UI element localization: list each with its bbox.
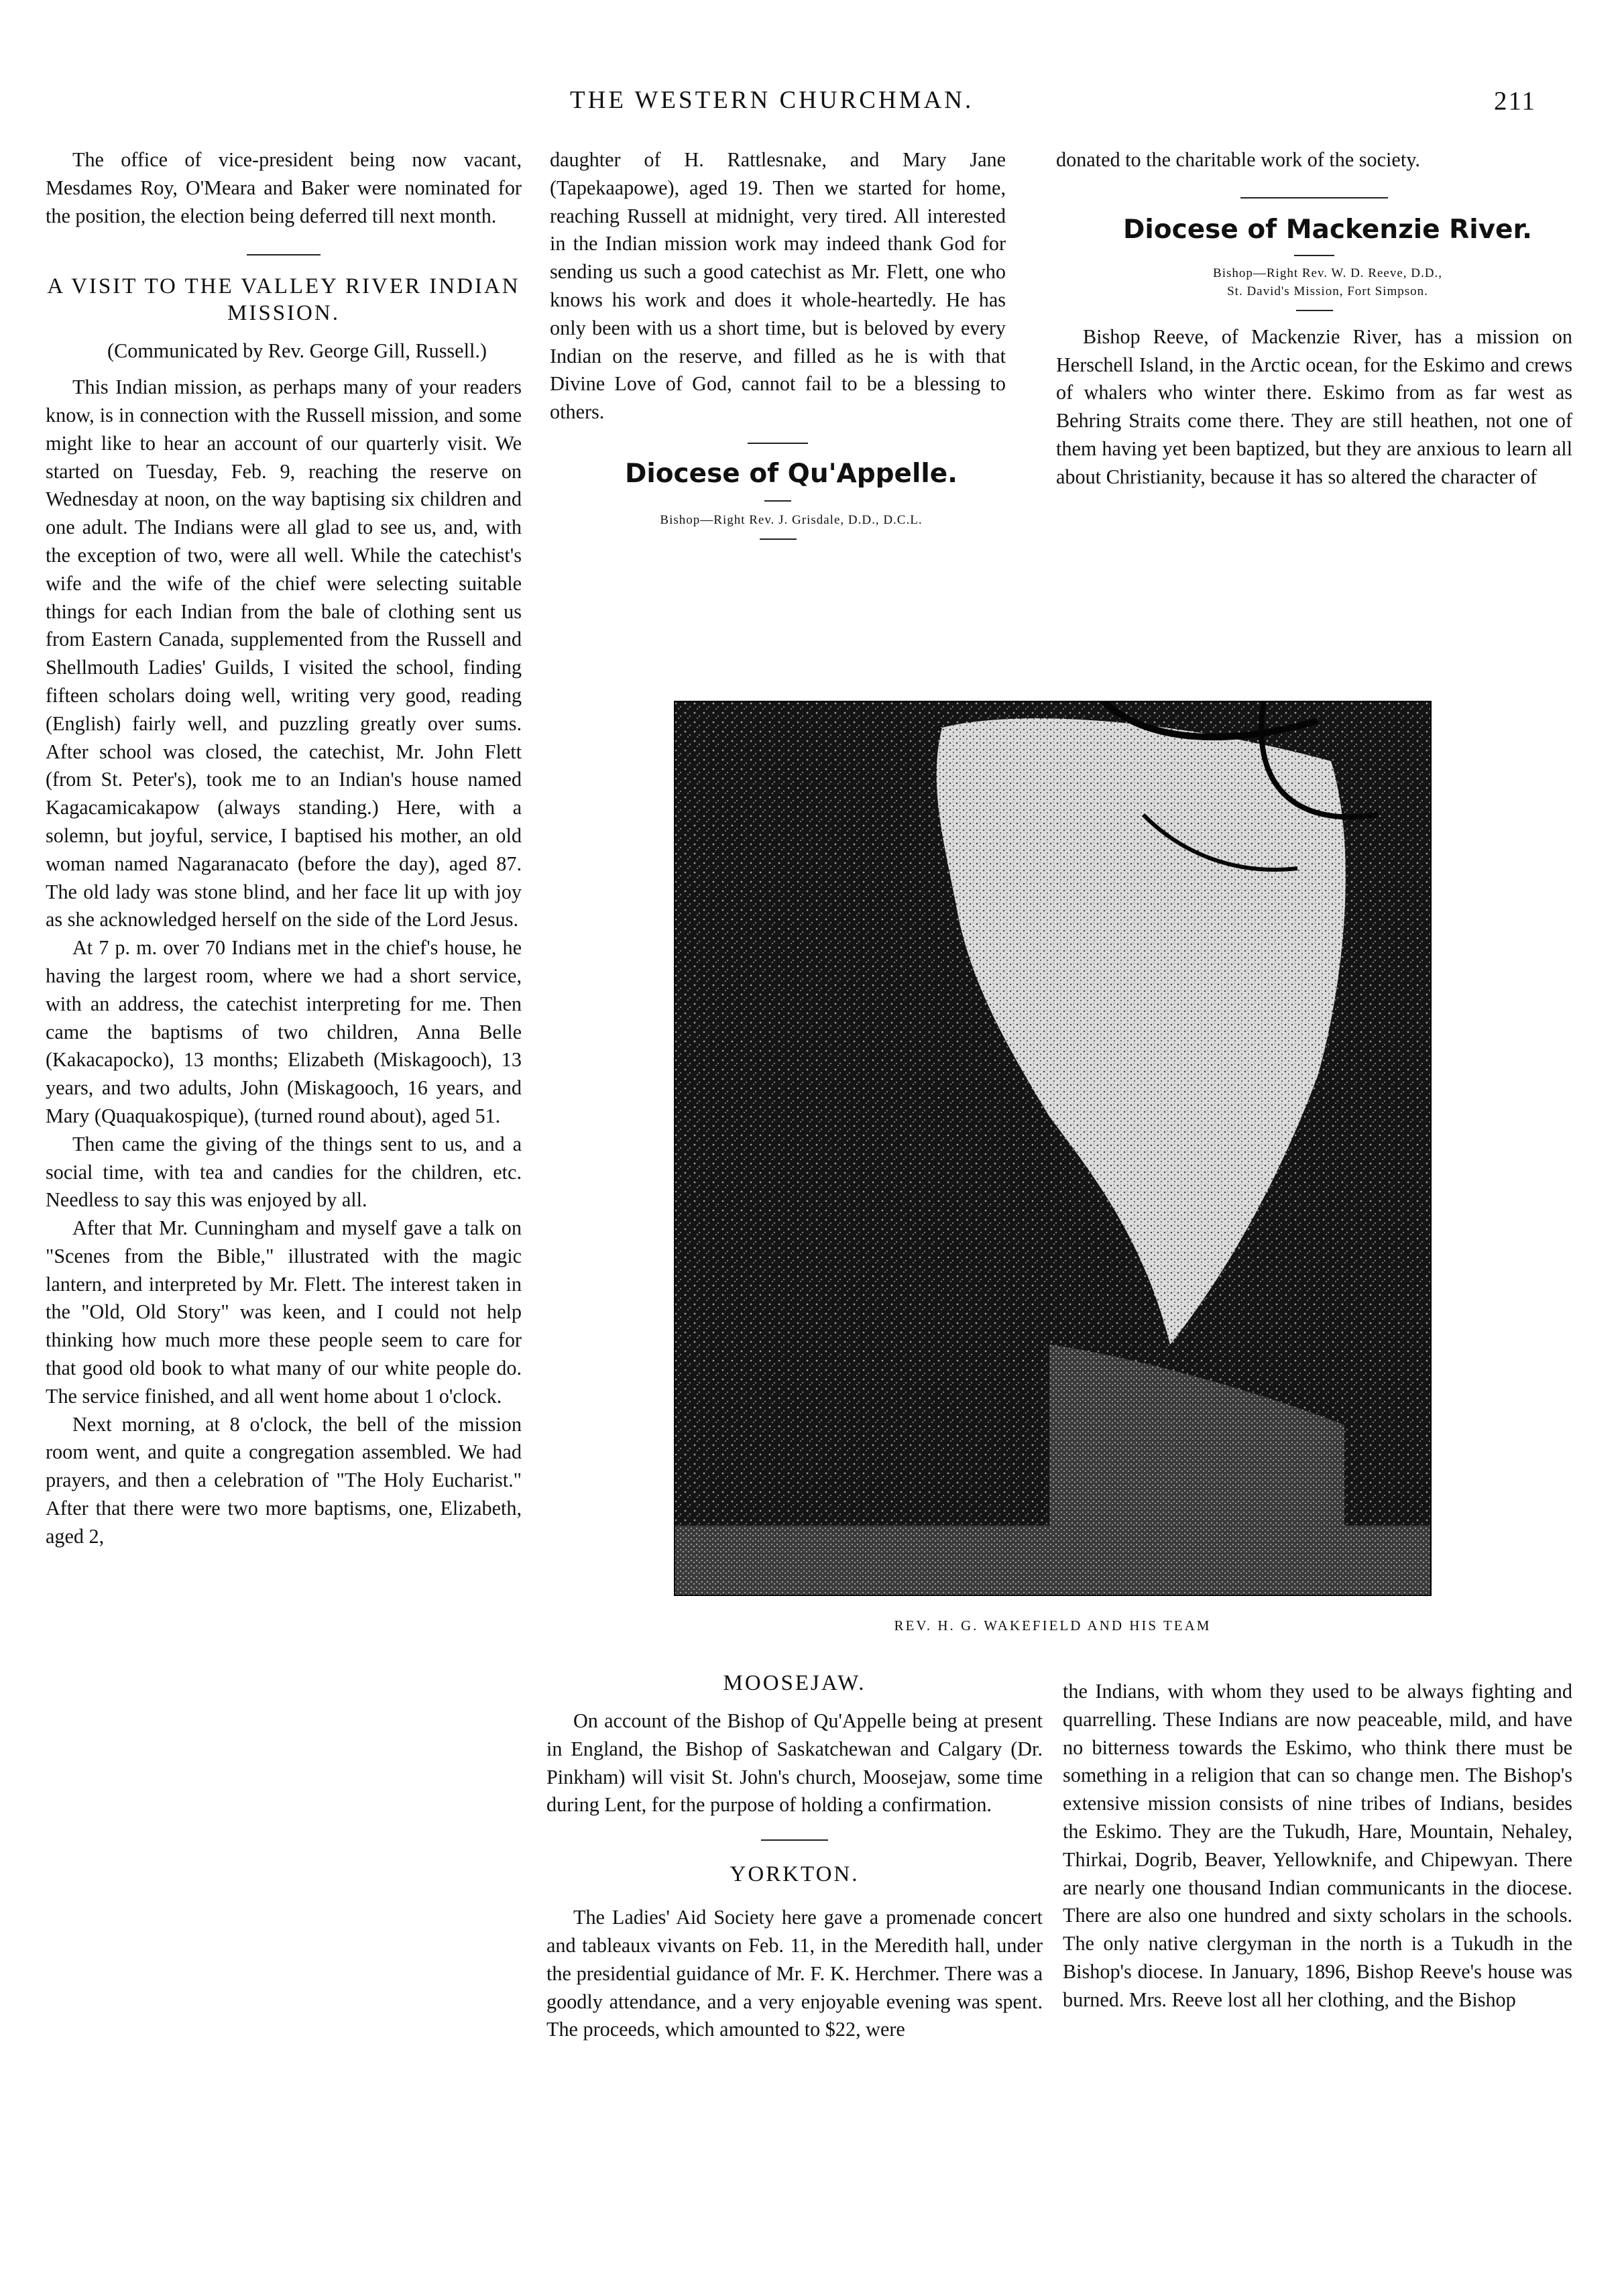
section-title-moosejaw: MOOSEJAW. — [723, 1671, 866, 1695]
mackenzie-paragraph: Bishop Reeve, of Mackenzie River, has a mission on Herschell Island, in the Arctic ocean, for the Eskimo and crews of whalers who winter there. Eskimo from as far west as Behring Straits come there. They are still heathen, not one of them having yet been baptized, but they are anxious to learn all about Christianity, because it has so altered the character of — [1056, 325, 1572, 488]
article-title-valley-river: A VISIT TO THE VALLEY RIVER INDIAN MISSION. — [47, 274, 520, 326]
article-byline: (Communicated by Rev. George Gill, Russell.) — [107, 339, 487, 363]
diocese-title-mackenzie: Diocese of Mackenzie River. — [1123, 214, 1532, 245]
section-divider — [760, 538, 797, 540]
section-divider — [247, 254, 321, 255]
column-3 — [1056, 146, 1572, 492]
diocese-title-quappelle: Diocese of Qu'Appelle. — [624, 458, 958, 489]
article-continuation: daughter of H. Rattlesnake, and Mary Jane (Tapekaapowe), aged 19. Then we started for home, reaching Russell at midnight, very tired. All interested in the Indian mission work may indeed thank God for sending us such a good catechist as Mr. Flett, one who knows his work and does it whole-heartedly. He has only been with us a short time, but is beloved by every Indian on the reserve, and filled as he is with that Divine Love of God, cannot fail to be a blessing to others. — [550, 148, 1006, 424]
page-number: 211 — [1494, 87, 1537, 115]
column-2 — [550, 146, 1006, 540]
bishop-line-mackenzie-1: Bishop—Right Rev. W. D. Reeve, D.D., — [1213, 266, 1442, 280]
mackenzie-continuation: the Indians, with whom they used to be always fighting and quarrelling. These Indians are now peaceable, mild, and have no bitterness towards the Eskimo, who think there must be something in a religion that can so change men. The Bishop's extensive mission consists of nine tribes of Indians, besides the Eskimo. They are the Tukudh, Hare, Mountain, Nehaley, Thirkai, Dogrib, Beaver, Yellowknife, and Chipewyan. There are nearly one thousand Indian communicants in the diocese. There are also one hundred and sixty scholars in the schools. The only native clergyman in the north is a Tukudh in the Bishop's diocese. In January, 1896, Bishop Reeve's house was burned. Mrs. Reeve lost all her clothing, and the Bishop — [1063, 1680, 1572, 2011]
section-divider — [1294, 255, 1334, 256]
column-1 — [46, 146, 522, 1551]
photo-foreground — [674, 1526, 1432, 1596]
bishop-line-mackenzie-2: St. David's Mission, Fort Simpson. — [1227, 284, 1428, 298]
section-divider — [1240, 197, 1388, 198]
bishop-line-quappelle: Bishop—Right Rev. J. Grisdale, D.D., D.C.L. — [660, 512, 923, 527]
yorkton-paragraph: The Ladies' Aid Society here gave a promenade concert and tableaux vivants on Feb. 11, in the Meredith hall, under the presidential guidance of Mr. F. K. Herchmer. There was a goodly attendance, and a very enjoyable evening was spent. The proceeds, which amounted to $22, were — [546, 1906, 1043, 2041]
column-5 — [1063, 1678, 1572, 2014]
article-paragraph-4: After that Mr. Cunningham and myself gave a talk on "Scenes from the Bible," illustrated with the magic lantern, and interpreted by Mr. Flett. The interest taken in the "Old, Old Story" was keen, and I could not help thinking how much more these people seem to care for that good old book to what many of our white people do. The service finished, and all went home about 1 o'clock. — [46, 1216, 522, 1408]
article-continuation: donated to the charitable work of the society. — [1056, 148, 1420, 171]
article-paragraph-1: This Indian mission, as perhaps many of your readers know, is in connection with the Russell mission, and some might like to hear an account of our quarterly visit. We started on Tuesday, Feb. 9, reaching the reserve on Wednesday at noon, on the way baptising six children and one adult. The Indians were all glad to see us, and, with the exception of two, were all well. While the catechist's wife and the wife of the chief were selecting suitable things for each Indian from the bale of clothing sent us from Eastern Canada, supplemented from the Russell and Shellmouth Ladies' Guilds, I visited the school, finding fifteen scholars doing well, writing very good, reading (English) fairly well, and puzzling greatly over sums. After school was closed, the catechist, Mr. John Flett (from St. Peter's), took me to an Indian's house named Kagacamicakapow (always standing.) Here, with a solemn, but joyful, service, I baptised his mother, an old woman named Nagaranacato (before the day), aged 87. The old lady was stone blind, and her face lit up with joy as she acknowledged herself on the side of the Lord Jesus. — [46, 376, 522, 931]
section-divider — [761, 1839, 828, 1841]
section-divider — [764, 500, 791, 502]
article-paragraph-2: At 7 p. m. over 70 Indians met in the chief's house, he having the largest room, where we had a short service, with an address, the catechist interpreting for me. Then came the baptisms of two children, Anna Belle (Kakacapocko), 13 months; Elizabeth (Miskagooch), 13 years, and two adults, John (Miskagooch, 16 years, and Mary (Quaquakospique), (turned round about), aged 51. — [46, 936, 522, 1127]
section-divider — [748, 443, 808, 444]
article-paragraph-3: Then came the giving of the things sent to us, and a social time, with tea and candies for the children, etc. Needless to say this was enjoyed by all. — [46, 1132, 522, 1212]
section-divider — [1296, 310, 1333, 311]
article-paragraph-5: Next morning, at 8 o'clock, the bell of the mission room went, and quite a congregation assembled. We had prayers, and then a celebration of "The Holy Eucharist." After that there were two more baptisms, one, Elizabeth, aged 2, — [46, 1412, 522, 1548]
column-4 — [546, 1670, 1043, 2044]
vice-president-paragraph: The office of vice-president being now vacant, Mesdames Roy, O'Meara and Baker were nominated for the position, the election being deferred till next month. — [46, 148, 522, 227]
moosejaw-paragraph: On account of the Bishop of Qu'Appelle being at present in England, the Bishop of Saskatchewan and Calgary (Dr. Pinkham) will visit St. John's church, Moosejaw, some time during Lent, for the purpose of holding a confirmation. — [546, 1709, 1043, 1817]
running-title: THE WESTERN CHURCHMAN. — [570, 87, 974, 114]
photograph-image — [674, 701, 1432, 1596]
photograph — [674, 701, 1432, 1596]
section-title-yorkton: YORKTON. — [730, 1862, 860, 1887]
photo-caption: REV. H. G. WAKEFIELD AND HIS TEAM — [894, 1617, 1212, 1634]
